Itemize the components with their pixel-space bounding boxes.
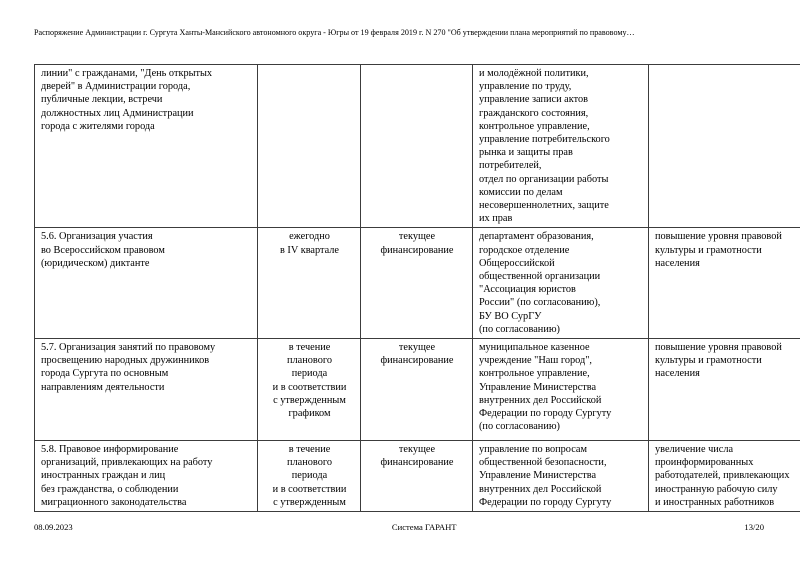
- text-line: их прав: [479, 213, 513, 225]
- text-line: (по согласованию): [479, 323, 560, 335]
- cell-executors: [473, 228, 649, 339]
- text-line: направлениям деятельности: [41, 381, 165, 393]
- text-line: иностранных граждан и лиц: [41, 470, 166, 482]
- text-line: с утвержденным: [273, 394, 346, 406]
- text-line: контрольное управление,: [479, 368, 590, 380]
- cell-executors: [473, 339, 649, 441]
- text-line: иностранную рабочую силу: [655, 483, 778, 495]
- text-line: должностных лиц Администрации: [41, 107, 194, 119]
- text-line: текущее: [398, 342, 436, 354]
- cell-executors: [473, 441, 649, 512]
- cell-term: [258, 339, 361, 441]
- plan-measures-table: [34, 64, 800, 512]
- cell-measure: [35, 228, 258, 339]
- text-line: контрольное управление,: [479, 120, 590, 132]
- table-row: [35, 339, 800, 441]
- text-line: публичные лекции, встречи: [41, 94, 163, 106]
- text-line: в течение: [288, 342, 331, 354]
- footer-date: 08.09.2023: [34, 522, 73, 532]
- text-line: Управление Министерства: [479, 470, 597, 482]
- text-line: линии" с гражданами, "День открытых: [41, 68, 213, 79]
- cell-term: [258, 441, 361, 512]
- text-line: периода: [291, 368, 328, 380]
- cell-expected-result: [649, 65, 800, 228]
- text-line: потребителей,: [479, 160, 542, 172]
- cell-term: [258, 65, 361, 228]
- text-line: ежегодно: [289, 231, 330, 243]
- text-line: финансирование: [380, 244, 454, 256]
- text-line: текущее: [398, 444, 436, 456]
- text-line: и иностранных работников: [655, 496, 775, 508]
- text-line: департамент образования,: [479, 231, 594, 243]
- cell-funding: [361, 65, 473, 228]
- text-line: повышение уровня правовой: [655, 231, 782, 243]
- text-line: 5.8. Правовое информирование: [41, 444, 179, 456]
- text-line: городское отделение: [479, 244, 570, 256]
- cell-funding: [361, 228, 473, 339]
- text-line: (юридическом) диктанте: [41, 257, 150, 269]
- text-line: и в соответствии: [272, 483, 347, 495]
- text-line: Управление Министерства: [479, 381, 597, 393]
- text-line: Федерации по городу Сургуту: [479, 408, 612, 420]
- cell-term: [258, 228, 361, 339]
- text-line: текущее: [398, 231, 436, 243]
- text-line: просвещению народных дружинников: [41, 355, 210, 367]
- text-line: организаций, привлекающих на работу: [41, 457, 213, 469]
- text-line: отдел по организации работы: [479, 173, 609, 185]
- text-line: 5.7. Организация занятий по правовому: [41, 342, 216, 354]
- cell-measure: [35, 339, 258, 441]
- text-line: рынка и защиты прав: [479, 147, 573, 159]
- text-line: культуры и грамотности: [655, 355, 762, 367]
- text-line: финансирование: [380, 355, 454, 367]
- text-line: города Сургута по основным: [41, 368, 169, 380]
- text-line: "Ассоциация юристов: [479, 284, 576, 296]
- cell-measure: [35, 65, 258, 228]
- text-line: управление записи актов: [479, 94, 588, 106]
- text-line: культуры и грамотности: [655, 244, 762, 256]
- text-line: комиссии по делам: [479, 186, 563, 198]
- text-line: планового: [287, 457, 332, 469]
- text-line: без гражданства, о соблюдении: [41, 483, 179, 495]
- text-line: 5.6. Организация участия: [41, 231, 153, 243]
- cell-expected-result: [649, 441, 800, 512]
- text-line: в IV квартале: [280, 244, 339, 256]
- text-line: планового: [287, 355, 332, 367]
- text-line: работодателей, привлекающих: [655, 470, 790, 482]
- text-line: управление по труду,: [479, 81, 572, 93]
- running-footer: [34, 521, 764, 533]
- text-line: периода: [291, 470, 328, 482]
- text-line: внутренних дел Российской: [479, 483, 602, 495]
- text-line: внутренних дел Российской: [479, 394, 602, 406]
- text-line: управление потребительского: [479, 134, 610, 146]
- text-line: населения: [655, 368, 700, 380]
- table-row: [35, 228, 800, 339]
- cell-expected-result: [649, 228, 800, 339]
- text-line: с утвержденным: [273, 496, 346, 508]
- text-line: муниципальное казенное: [479, 342, 590, 354]
- footer-system-name: Система ГАРАНТ: [391, 522, 457, 532]
- running-header: Распоряжение Администрации г. Сургута Ханты-Мансийского автономного округа - Югры от 19 февраля 2019 г. N 270 "Об утверждении плана мероприятий по правовому…: [34, 28, 635, 37]
- text-line: миграционного законодательства: [41, 496, 187, 508]
- table-body: [35, 65, 800, 512]
- text-line: и молодёжной политики,: [479, 68, 589, 79]
- text-line: общественной безопасности,: [479, 457, 607, 469]
- text-line: проинформированных: [655, 457, 754, 469]
- text-line: управление по вопросам: [479, 444, 587, 456]
- text-line: графиком: [288, 408, 331, 420]
- cell-executors: [473, 65, 649, 228]
- table-row: [35, 65, 800, 228]
- text-line: повышение уровня правовой: [655, 342, 782, 354]
- text-line: БУ ВО СурГУ: [479, 310, 542, 322]
- text-line: гражданского состояния,: [479, 107, 589, 119]
- text-line: общественной организации: [479, 271, 601, 283]
- cell-measure: [35, 441, 258, 512]
- text-line: учреждение "Наш город",: [479, 355, 592, 367]
- text-line: дверей" в Администрации города,: [41, 81, 191, 93]
- text-line: увеличение числа: [655, 444, 734, 456]
- text-line: города с жителями города: [41, 120, 155, 132]
- text-line: несовершеннолетних, защите: [479, 200, 609, 212]
- cell-funding: [361, 339, 473, 441]
- text-line: населения: [655, 257, 700, 269]
- text-line: Федерации по городу Сургуту: [479, 496, 612, 508]
- footer-page-number: 13/20: [744, 522, 764, 532]
- text-line: в течение: [288, 444, 331, 456]
- text-line: Общероссийской: [479, 257, 555, 269]
- cell-funding: [361, 441, 473, 512]
- table-row: [35, 441, 800, 512]
- text-line: во Всероссийском правовом: [41, 244, 165, 256]
- text-line: финансирование: [380, 457, 454, 469]
- text-line: России" (по согласованию),: [479, 297, 601, 309]
- text-line: (по согласованию): [479, 421, 560, 433]
- cell-expected-result: [649, 339, 800, 441]
- text-line: и в соответствии: [272, 381, 347, 393]
